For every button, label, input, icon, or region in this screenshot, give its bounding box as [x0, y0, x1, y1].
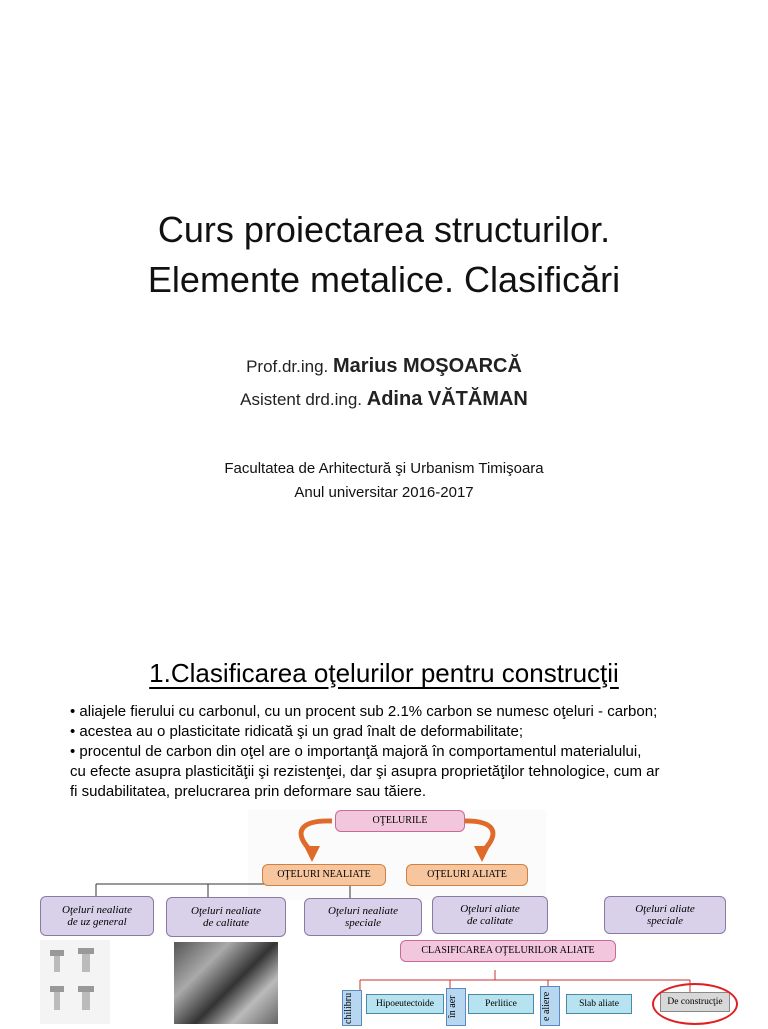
author-assistant: Asistent drd.ing. Adina VĂTĂMAN	[240, 388, 528, 410]
nealiate-node: OŢELURI NEALIATE	[262, 864, 386, 886]
bullet-item: cu efecte asupra plasticităţii şi rezistenţei, dar şi asupra proprietăţilor tehnologice, cum ar	[70, 763, 660, 780]
slide-title: Curs proiectarea structurilor. Elemente metalice. Clasificări	[147, 209, 621, 300]
bullet-item: • procentul de carbon din oţel are o importanţă majoră în comportamentul materialului,	[70, 743, 642, 760]
academic-year: Anul universitar 2016-2017	[294, 484, 474, 501]
crankshaft-image	[174, 942, 278, 1024]
aliate-node: OŢELURI ALIATE	[406, 864, 528, 886]
highlight-circle	[652, 983, 738, 1025]
criteria-label-aliere: e aliere	[540, 986, 560, 1026]
nealiate-calitate: Oţeluri nealiate de calitate	[166, 897, 286, 937]
bullet-item: • acestea au o plasticitate ridicată şi un grad înalt de deformabilitate;	[70, 723, 524, 740]
root-node: OŢELURILE	[335, 810, 465, 832]
criteria-label-aer: în aer	[446, 988, 466, 1026]
aliate-speciale: Oţeluri aliate speciale	[604, 896, 726, 934]
nealiate-uz-general: Oţeluri nealiate de uz general	[40, 896, 154, 936]
aliate-calitate: Oţeluri aliate de calitate	[432, 896, 548, 934]
steel-classification-diagram	[0, 600, 768, 1024]
bullet-item: • aliajele fierului cu carbonul, cu un procent sub 2.1% carbon se numesc oţeluri - carbon;	[70, 703, 658, 720]
section-heading: 1.Clasificarea oţelurilor pentru construcţii	[149, 658, 619, 688]
class-de-constructie: De construcţie	[660, 992, 730, 1012]
bolts-image	[40, 940, 110, 1024]
clasificare-aliate-node: CLASIFICAREA OŢELURILOR ALIATE	[400, 940, 616, 962]
bolt-icon	[40, 940, 110, 1024]
bullet-item: fi sudabilitatea, prelucrarea prin deformare sau tăiere.	[70, 783, 427, 800]
nealiate-speciale: Oţeluri nealiate speciale	[304, 898, 422, 936]
class-slab-aliate: Slab aliate	[566, 994, 632, 1014]
classification-slide	[0, 600, 768, 1024]
author-professor: Prof.dr.ing. Marius MOŞOARCĂ	[246, 355, 522, 377]
faculty-name: Facultatea de Arhitectură şi Urbanism Timişoara	[224, 460, 544, 477]
class-perlitice: Perlitice	[468, 994, 534, 1014]
class-hipoeutectoide: Hipoeutectoide	[366, 994, 444, 1014]
criteria-label-echilibru: chilibru	[342, 990, 362, 1026]
